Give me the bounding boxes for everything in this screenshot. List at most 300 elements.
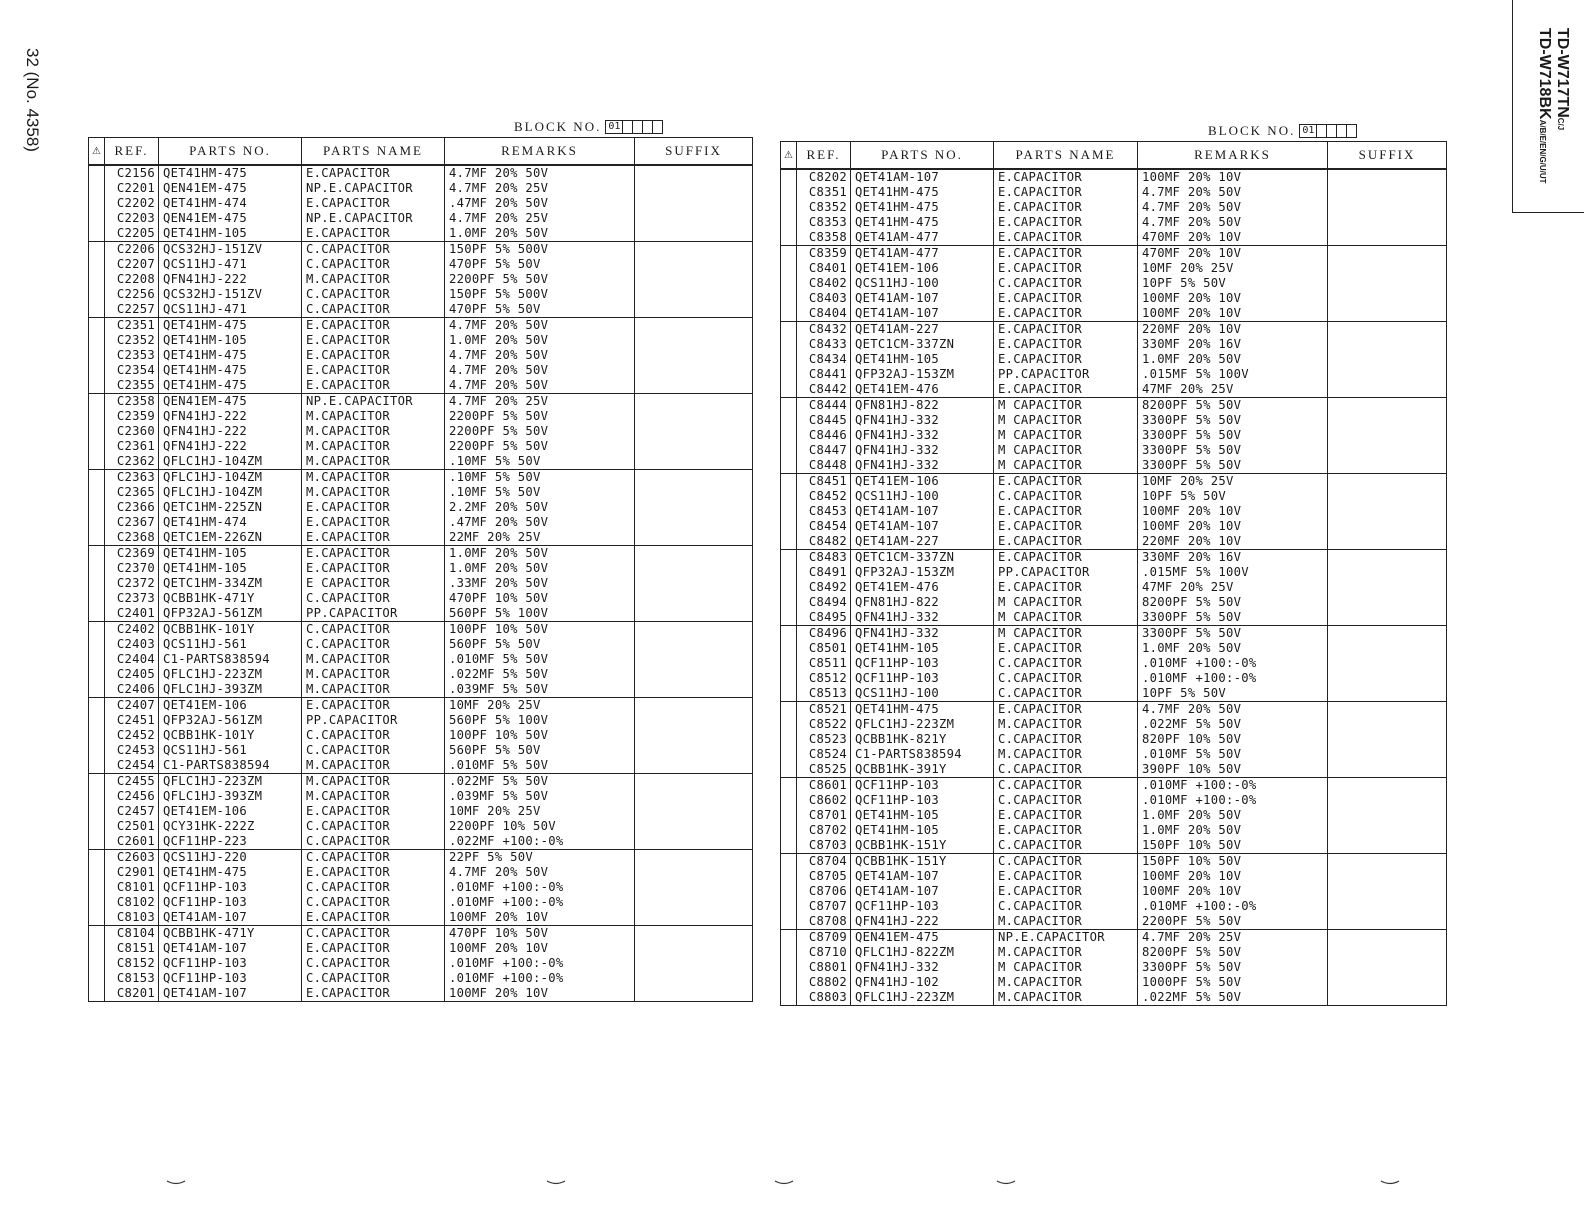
table-row xyxy=(89,986,753,1002)
ref-cell: C8491 xyxy=(797,565,851,580)
parts-no-cell: QEN41EM-475 xyxy=(159,394,302,410)
parts-name-cell: M CAPACITOR xyxy=(994,595,1138,610)
suffix-cell xyxy=(1328,413,1447,428)
ref-cell: C2369 xyxy=(105,546,159,562)
ref-cell: C8482 xyxy=(797,534,851,550)
suffix-cell xyxy=(635,971,753,986)
remarks-cell: 470MF 20% 10V xyxy=(1138,246,1328,262)
parts-name-cell: C.CAPACITOR xyxy=(994,732,1138,747)
ref-cell: C2353 xyxy=(105,348,159,363)
table-row xyxy=(781,367,1447,382)
parts-no-cell: QET41HM-475 xyxy=(851,215,994,230)
suffix-cell xyxy=(1328,793,1447,808)
parts-no-cell: QCF11HP-103 xyxy=(159,895,302,910)
table-header xyxy=(89,138,753,166)
table-row xyxy=(89,728,753,743)
suffix-cell xyxy=(1328,884,1447,899)
ref-cell: C8602 xyxy=(797,793,851,808)
parts-no-cell: QET41HM-475 xyxy=(851,702,994,718)
ref-cell: C2360 xyxy=(105,424,159,439)
parts-no-cell: QFN41HJ-222 xyxy=(159,409,302,424)
warning-cell xyxy=(781,914,797,930)
ref-cell: C2361 xyxy=(105,439,159,454)
remarks-cell: 100MF 20% 10V xyxy=(1138,169,1328,185)
header-parts-name: PARTS NAME xyxy=(302,138,445,166)
warning-cell xyxy=(89,242,105,258)
remarks-cell: 8200PF 5% 50V xyxy=(1138,595,1328,610)
parts-name-cell: M CAPACITOR xyxy=(994,610,1138,626)
remarks-cell: 47MF 20% 25V xyxy=(1138,382,1328,398)
warning-cell xyxy=(781,246,797,262)
remarks-cell: 1.0MF 20% 50V xyxy=(445,333,635,348)
parts-no-cell: QFLC1HJ-393ZM xyxy=(159,789,302,804)
parts-name-cell: E.CAPACITOR xyxy=(302,226,445,242)
parts-no-cell: QCF11HP-103 xyxy=(159,971,302,986)
suffix-cell xyxy=(635,181,753,196)
parts-name-cell: C.CAPACITOR xyxy=(994,686,1138,702)
warning-cell xyxy=(89,226,105,242)
remarks-cell: .022MF +100:-0% xyxy=(445,834,635,850)
suffix-cell xyxy=(1328,823,1447,838)
ref-cell: C8446 xyxy=(797,428,851,443)
warning-cell xyxy=(781,276,797,291)
table-row xyxy=(781,534,1447,550)
parts-name-cell: C.CAPACITOR xyxy=(302,880,445,895)
remarks-cell: .10MF 5% 50V xyxy=(445,485,635,500)
ref-cell: C8152 xyxy=(105,956,159,971)
parts-name-cell: E.CAPACITOR xyxy=(994,306,1138,322)
remarks-cell: 560PF 5% 50V xyxy=(445,743,635,758)
table-row xyxy=(89,819,753,834)
suffix-cell xyxy=(635,302,753,318)
parts-no-cell: QFLC1HJ-393ZM xyxy=(159,682,302,698)
parts-name-cell: M.CAPACITOR xyxy=(302,424,445,439)
parts-no-cell: QET41EM-106 xyxy=(851,474,994,490)
suffix-cell xyxy=(635,257,753,272)
remarks-cell: 100MF 20% 10V xyxy=(445,910,635,926)
suffix-cell xyxy=(1328,504,1447,519)
ref-cell: C8153 xyxy=(105,971,159,986)
binding-mark xyxy=(996,1180,1016,1186)
parts-no-cell: QCF11HP-103 xyxy=(851,671,994,686)
ref-cell: C2352 xyxy=(105,333,159,348)
remarks-cell: 2200PF 5% 50V xyxy=(445,424,635,439)
parts-name-cell: C.CAPACITOR xyxy=(302,971,445,986)
parts-name-cell: E.CAPACITOR xyxy=(994,504,1138,519)
remarks-cell: 470MF 20% 10V xyxy=(1138,230,1328,246)
parts-no-cell: QET41HM-105 xyxy=(851,352,994,367)
parts-no-cell: QCY31HK-222Z xyxy=(159,819,302,834)
parts-no-cell: QET41EM-476 xyxy=(851,580,994,595)
table-row xyxy=(89,409,753,424)
parts-name-cell: C.CAPACITOR xyxy=(994,671,1138,686)
warning-cell xyxy=(89,789,105,804)
ref-cell: C8103 xyxy=(105,910,159,926)
warning-cell xyxy=(781,565,797,580)
parts-no-cell: QET41HM-105 xyxy=(159,546,302,562)
ref-cell: C2363 xyxy=(105,470,159,486)
parts-table-right xyxy=(780,141,1447,1006)
parts-no-cell: QET41HM-475 xyxy=(159,865,302,880)
suffix-cell xyxy=(1328,914,1447,930)
parts-name-cell: M CAPACITOR xyxy=(994,413,1138,428)
parts-name-cell: NP.E.CAPACITOR xyxy=(302,181,445,196)
remarks-cell: .022MF 5% 50V xyxy=(1138,717,1328,732)
remarks-cell: 100MF 20% 10V xyxy=(1138,869,1328,884)
ref-cell: C8442 xyxy=(797,382,851,398)
warning-cell xyxy=(89,165,105,181)
ref-cell: C2362 xyxy=(105,454,159,470)
ref-cell: C8801 xyxy=(797,960,851,975)
ref-cell: C2404 xyxy=(105,652,159,667)
suffix-cell xyxy=(1328,428,1447,443)
warning-cell xyxy=(781,671,797,686)
remarks-cell: 470PF 5% 50V xyxy=(445,302,635,318)
remarks-cell: 2200PF 5% 50V xyxy=(445,272,635,287)
parts-no-cell: QFLC1HJ-223ZM xyxy=(159,667,302,682)
ref-cell: C2601 xyxy=(105,834,159,850)
suffix-cell xyxy=(1328,580,1447,595)
table-row xyxy=(89,682,753,698)
parts-no-cell: QET41HM-105 xyxy=(159,226,302,242)
warning-cell xyxy=(89,515,105,530)
ref-cell: C2453 xyxy=(105,743,159,758)
warning-cell xyxy=(89,743,105,758)
table-row xyxy=(89,196,753,211)
parts-no-cell: QCS11HJ-471 xyxy=(159,302,302,318)
warning-cell xyxy=(781,641,797,656)
remarks-cell: 3300PF 5% 50V xyxy=(1138,413,1328,428)
warning-cell xyxy=(89,606,105,622)
parts-name-cell: E.CAPACITOR xyxy=(302,986,445,1002)
warning-cell xyxy=(89,971,105,986)
remarks-cell: 560PF 5% 100V xyxy=(445,606,635,622)
table-row xyxy=(89,895,753,910)
remarks-cell: .010MF +100:-0% xyxy=(445,895,635,910)
parts-no-cell: QCS32HJ-151ZV xyxy=(159,242,302,258)
suffix-cell xyxy=(1328,337,1447,352)
parts-no-cell: QET41AM-107 xyxy=(851,291,994,306)
block-label-right xyxy=(1208,123,1356,139)
parts-name-cell: E.CAPACITOR xyxy=(302,941,445,956)
remarks-cell: 3300PF 5% 50V xyxy=(1138,458,1328,474)
suffix-cell xyxy=(1328,671,1447,686)
parts-name-cell: C.CAPACITOR xyxy=(302,637,445,652)
binding-mark xyxy=(546,1180,566,1186)
table-row xyxy=(89,880,753,895)
ref-cell: C8483 xyxy=(797,550,851,566)
ref-cell: C8352 xyxy=(797,200,851,215)
remarks-cell: .015MF 5% 100V xyxy=(1138,565,1328,580)
warning-cell xyxy=(89,637,105,652)
parts-name-cell: C.CAPACITOR xyxy=(994,762,1138,778)
suffix-cell xyxy=(1328,276,1447,291)
ref-cell: C8496 xyxy=(797,626,851,642)
ref-cell: C2208 xyxy=(105,272,159,287)
parts-no-cell: QFN81HJ-822 xyxy=(851,398,994,414)
parts-no-cell: QET41HM-105 xyxy=(851,641,994,656)
ref-cell: C2256 xyxy=(105,287,159,302)
warning-cell xyxy=(781,626,797,642)
remarks-cell: 4.7MF 20% 50V xyxy=(445,348,635,363)
remarks-cell: 4.7MF 20% 25V xyxy=(445,394,635,410)
ref-cell: C2365 xyxy=(105,485,159,500)
parts-name-cell: C.CAPACITOR xyxy=(994,489,1138,504)
parts-no-cell: QCF11HP-103 xyxy=(851,656,994,671)
parts-no-cell: QFN41HJ-332 xyxy=(851,413,994,428)
table-row xyxy=(781,778,1447,794)
model-secondary-suffix: A/B/E/EN/G/U/UT xyxy=(1538,119,1547,184)
parts-no-cell: QET41AM-107 xyxy=(851,519,994,534)
table-row xyxy=(89,485,753,500)
suffix-cell xyxy=(1328,519,1447,534)
ref-cell: C8433 xyxy=(797,337,851,352)
ref-cell: C2501 xyxy=(105,819,159,834)
warning-cell xyxy=(89,576,105,591)
remarks-cell: 10MF 20% 25V xyxy=(445,698,635,714)
parts-no-cell: QET41AM-107 xyxy=(851,169,994,185)
ref-cell: C8523 xyxy=(797,732,851,747)
ref-cell: C8402 xyxy=(797,276,851,291)
table-row xyxy=(89,622,753,638)
parts-no-cell: QET41HM-475 xyxy=(159,165,302,181)
parts-no-cell: QCS11HJ-561 xyxy=(159,637,302,652)
suffix-cell xyxy=(635,804,753,819)
ref-cell: C8802 xyxy=(797,975,851,990)
suffix-cell xyxy=(635,789,753,804)
suffix-cell xyxy=(1328,595,1447,610)
ref-cell: C8704 xyxy=(797,854,851,870)
table-row xyxy=(781,519,1447,534)
warning-cell xyxy=(89,910,105,926)
parts-name-cell: C.CAPACITOR xyxy=(994,276,1138,291)
warning-cell xyxy=(781,534,797,550)
table-row xyxy=(89,439,753,454)
warning-cell xyxy=(781,291,797,306)
parts-name-cell: E.CAPACITOR xyxy=(994,291,1138,306)
parts-name-cell: E.CAPACITOR xyxy=(994,215,1138,230)
parts-name-cell: E.CAPACITOR xyxy=(994,550,1138,566)
ref-cell: C2901 xyxy=(105,865,159,880)
ref-cell: C2401 xyxy=(105,606,159,622)
ref-cell: C2406 xyxy=(105,682,159,698)
parts-no-cell: QET41AM-477 xyxy=(851,246,994,262)
table-row xyxy=(89,454,753,470)
suffix-cell xyxy=(635,500,753,515)
suffix-cell xyxy=(635,606,753,622)
ref-cell: C2351 xyxy=(105,318,159,334)
parts-no-cell: QFN41HJ-332 xyxy=(851,428,994,443)
ref-cell: C8513 xyxy=(797,686,851,702)
suffix-cell xyxy=(1328,702,1447,718)
remarks-cell: .022MF 5% 50V xyxy=(445,667,635,682)
table-row xyxy=(781,458,1447,474)
table-row xyxy=(781,261,1447,276)
parts-name-cell: E.CAPACITOR xyxy=(994,185,1138,200)
remarks-cell: 22PF 5% 50V xyxy=(445,850,635,866)
table-row xyxy=(781,838,1447,854)
ref-cell: C8707 xyxy=(797,899,851,914)
parts-name-cell: E.CAPACITOR xyxy=(302,378,445,394)
suffix-cell xyxy=(635,485,753,500)
table-row xyxy=(781,793,1447,808)
ref-cell: C8803 xyxy=(797,990,851,1006)
remarks-cell: 220MF 20% 10V xyxy=(1138,322,1328,338)
warning-cell xyxy=(781,854,797,870)
parts-no-cell: QET41HM-475 xyxy=(159,348,302,363)
remarks-cell: 4.7MF 20% 50V xyxy=(1138,702,1328,718)
warning-cell xyxy=(89,485,105,500)
parts-name-cell: M.CAPACITOR xyxy=(994,747,1138,762)
suffix-cell xyxy=(1328,291,1447,306)
warning-cell xyxy=(781,702,797,718)
warning-cell xyxy=(781,169,797,185)
ref-cell: C2603 xyxy=(105,850,159,866)
parts-name-cell: C.CAPACITOR xyxy=(302,819,445,834)
ref-cell: C2358 xyxy=(105,394,159,410)
parts-no-cell: QFLC1HJ-223ZM xyxy=(851,990,994,1006)
parts-name-cell: C.CAPACITOR xyxy=(302,242,445,258)
parts-name-cell: C.CAPACITOR xyxy=(994,793,1138,808)
parts-no-cell: QET41AM-227 xyxy=(851,322,994,338)
parts-name-cell: M.CAPACITOR xyxy=(302,682,445,698)
parts-no-cell: QET41HM-475 xyxy=(851,185,994,200)
parts-name-cell: E.CAPACITOR xyxy=(302,530,445,546)
ref-cell: C2367 xyxy=(105,515,159,530)
ref-cell: C2455 xyxy=(105,774,159,790)
table-row xyxy=(781,200,1447,215)
remarks-cell: 10MF 20% 25V xyxy=(1138,261,1328,276)
suffix-cell xyxy=(635,926,753,942)
suffix-cell xyxy=(635,743,753,758)
remarks-cell: 150PF 10% 50V xyxy=(1138,854,1328,870)
remarks-cell: 3300PF 5% 50V xyxy=(1138,443,1328,458)
ref-cell: C2205 xyxy=(105,226,159,242)
ref-cell: C2373 xyxy=(105,591,159,606)
table-row xyxy=(781,398,1447,414)
parts-name-cell: C.CAPACITOR xyxy=(302,895,445,910)
parts-no-cell: QCF11HP-103 xyxy=(159,956,302,971)
remarks-cell: 3300PF 5% 50V xyxy=(1138,610,1328,626)
suffix-cell xyxy=(1328,854,1447,870)
warning-cell xyxy=(89,196,105,211)
table-row xyxy=(89,318,753,334)
parts-no-cell: QCF11HP-103 xyxy=(851,899,994,914)
parts-name-cell: E.CAPACITOR xyxy=(302,698,445,714)
parts-no-cell: QFN41HJ-222 xyxy=(159,439,302,454)
suffix-cell xyxy=(1328,306,1447,322)
parts-name-cell: E.CAPACITOR xyxy=(994,261,1138,276)
table-header xyxy=(781,142,1447,170)
header-ref: REF. xyxy=(797,142,851,170)
remarks-cell: .022MF 5% 50V xyxy=(1138,990,1328,1006)
table-row xyxy=(781,595,1447,610)
table-row xyxy=(89,576,753,591)
parts-no-cell: QCBB1HK-151Y xyxy=(851,838,994,854)
ref-cell: C8434 xyxy=(797,352,851,367)
suffix-cell xyxy=(635,470,753,486)
remarks-cell: .010MF +100:-0% xyxy=(445,880,635,895)
suffix-cell xyxy=(1328,732,1447,747)
ref-cell: C8359 xyxy=(797,246,851,262)
table-row xyxy=(781,671,1447,686)
ref-cell: C2206 xyxy=(105,242,159,258)
table-row xyxy=(781,808,1447,823)
table-row xyxy=(89,378,753,394)
warning-cell xyxy=(781,960,797,975)
remarks-cell: 100MF 20% 10V xyxy=(1138,306,1328,322)
ref-cell: C8492 xyxy=(797,580,851,595)
table-row xyxy=(781,322,1447,338)
ref-cell: C8151 xyxy=(105,941,159,956)
parts-no-cell: QCS11HJ-220 xyxy=(159,850,302,866)
remarks-cell: 2200PF 5% 50V xyxy=(445,409,635,424)
parts-name-cell: M.CAPACITOR xyxy=(994,990,1138,1006)
suffix-cell xyxy=(635,287,753,302)
suffix-cell xyxy=(635,530,753,546)
remarks-cell: 47MF 20% 25V xyxy=(1138,580,1328,595)
ref-cell: C8708 xyxy=(797,914,851,930)
remarks-cell: 2200PF 10% 50V xyxy=(445,819,635,834)
ref-cell: C2354 xyxy=(105,363,159,378)
parts-no-cell: QCF11HP-223 xyxy=(159,834,302,850)
parts-name-cell: M.CAPACITOR xyxy=(302,485,445,500)
table-row xyxy=(781,382,1447,398)
ref-cell: C8445 xyxy=(797,413,851,428)
parts-no-cell: QFN41HJ-332 xyxy=(851,960,994,975)
warning-cell xyxy=(89,622,105,638)
remarks-cell: 4.7MF 20% 50V xyxy=(1138,200,1328,215)
warning-cell xyxy=(781,428,797,443)
ref-cell: C8358 xyxy=(797,230,851,246)
warning-cell xyxy=(89,682,105,698)
warning-cell xyxy=(89,880,105,895)
suffix-cell xyxy=(635,515,753,530)
parts-no-cell: QET41HM-475 xyxy=(159,363,302,378)
remarks-cell: 10MF 20% 25V xyxy=(1138,474,1328,490)
parts-name-cell: NP.E.CAPACITOR xyxy=(302,394,445,410)
ref-cell: C8452 xyxy=(797,489,851,504)
remarks-cell: 1.0MF 20% 50V xyxy=(1138,641,1328,656)
parts-no-cell: QFN41HJ-222 xyxy=(159,424,302,439)
table-row xyxy=(89,789,753,804)
suffix-cell xyxy=(1328,489,1447,504)
parts-name-cell: E.CAPACITOR xyxy=(302,500,445,515)
block-code-boxes xyxy=(1299,124,1356,138)
ref-cell: C8703 xyxy=(797,838,851,854)
ref-cell: C8709 xyxy=(797,930,851,946)
parts-name-cell: M.CAPACITOR xyxy=(302,652,445,667)
parts-no-cell: QET41EM-476 xyxy=(851,382,994,398)
remarks-cell: 3300PF 5% 50V xyxy=(1138,626,1328,642)
remarks-cell: 8200PF 5% 50V xyxy=(1138,945,1328,960)
table-row xyxy=(781,169,1447,185)
parts-no-cell: QFLC1HJ-104ZM xyxy=(159,454,302,470)
warning-cell xyxy=(89,500,105,515)
remarks-cell: 10MF 20% 25V xyxy=(445,804,635,819)
table-row xyxy=(89,667,753,682)
table-row xyxy=(781,565,1447,580)
remarks-cell: 560PF 5% 50V xyxy=(445,637,635,652)
warning-cell xyxy=(89,394,105,410)
header-remarks: REMARKS xyxy=(445,138,635,166)
block-label-text: BLOCK NO. xyxy=(1208,123,1296,138)
parts-name-cell: M.CAPACITOR xyxy=(302,439,445,454)
suffix-cell xyxy=(1328,246,1447,262)
ref-cell: C8201 xyxy=(105,986,159,1002)
warning-cell xyxy=(89,470,105,486)
table-row xyxy=(781,504,1447,519)
